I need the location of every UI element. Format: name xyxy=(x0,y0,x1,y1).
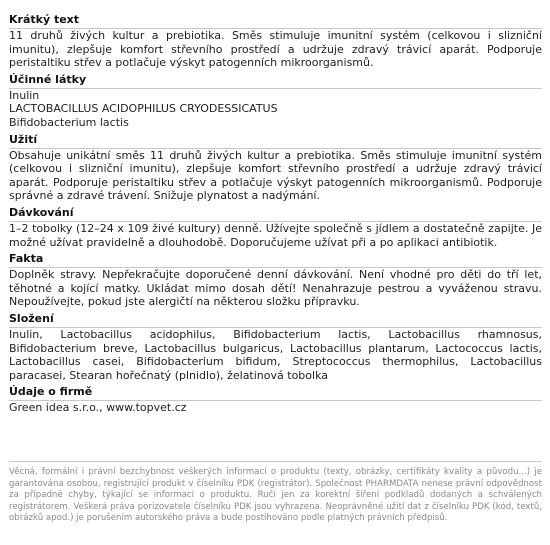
fakta-body: Doplněk stravy. Nepřekračujte doporučené denní dávkování. Není vhodné pro děti do tří let, těhotné a kojící matky. Ukládat mimo dosah dětí! Nenahrazuje pestrou a vyváženou stravu. Nepoužívejte, pokud jste alergičtí na některou složku přípravku. xyxy=(9,268,542,309)
slozeni-body: Inulin, Lactobacillus acidophilus, Bifidobacterium lactis, Lactobacillus rhamnosus, Bifidobacterium breve, Lactobacillus bulgaricus, Lactobacillus plantarum, Lactococcus lactis, Lactobacillus casei, Bifidobacterium bifidum, Streptococcus thermophilus, Lactobacillus paracasei, Stearan hořečnatý (plnidlo), želatinová tobolka xyxy=(9,327,542,382)
davkovani-body: 1–2 tobolky (12–24 x 109 živé kultury) denně. Užívejte společně s jídlem a dostatečně zapijte. Je možné užívat pravidelně a dlouhodobě. Doporučujeme užívat při a po aplikaci antibiotik. xyxy=(9,221,542,249)
udaje-o-firme-body: Green idea s.r.o., www.topvet.cz xyxy=(9,401,187,415)
product-info xyxy=(9,11,542,415)
section-title-udaje-o-firme: Údaje o firmě xyxy=(9,383,542,401)
legal-disclaimer: Věcná, formální i právní bezchybnost veškerých informací o produktu (texty, obrázky, certifikáty kvality a původu...) je garantována osobou, registrující produkt v číselníku PDK (registrátor). Společnost PHARMDATA nenese právní odpovědnost za případné chyby, týkající se informací o produktu. Ruči jen za korektní šíření podkladů dodaných a schválených registrátorem. Veškerá práva porizovatele číselníku PDK jsou vyhrazena. Neoprávněné užití dat z číselníku PDK (kód, textů, obrázků apod.) je porušením autorského práva a bude postihováno podle platných právních předpisů. xyxy=(9,461,542,525)
ucinna-latka-item: LACTOBACILLUS ACIDOPHILUS CRYODESSICATUS xyxy=(9,102,278,116)
section-title-uziti: Užití xyxy=(9,131,542,149)
uziti-body: Obsahuje unikátní směs 11 druhů živých kultur a prebiotika. Směs stimuluje imunitní systém (celkovou i slizniční imunitu), zlepšuje komfort střevního prostředí a udržuje zdravý trávicí aparát. Podporuje peristaltiku střev a potlačuje výskyt patogenních mikroorganismů. Podporuje správné a zdravé trávení. Snižuje plynatost a nadýmání. xyxy=(9,148,542,203)
ucinna-latka-item: Inulin xyxy=(9,88,40,102)
section-title-davkovani: Dávkování xyxy=(9,204,542,222)
section-title-ucinne-latky: Účinné látky xyxy=(9,71,542,89)
section-title-slozeni: Složení xyxy=(9,310,542,328)
section-title-fakta: Fakta xyxy=(9,250,542,268)
ucinna-latka-item: Bifidobacterium lactis xyxy=(9,115,129,129)
section-title-kratky-text: Krátký text xyxy=(9,11,542,29)
kratky-text-body: 11 druhů živých kultur a prebiotika. Směs stimuluje imunitní systém (celkovou i slizniční imunitu), zlepšuje komfort střevního prostředí a udržuje zdravý trávicí aparát. Podporuje peristaltiku střev a potlačuje výskyt patogenních mikroorganismů. xyxy=(9,29,542,70)
